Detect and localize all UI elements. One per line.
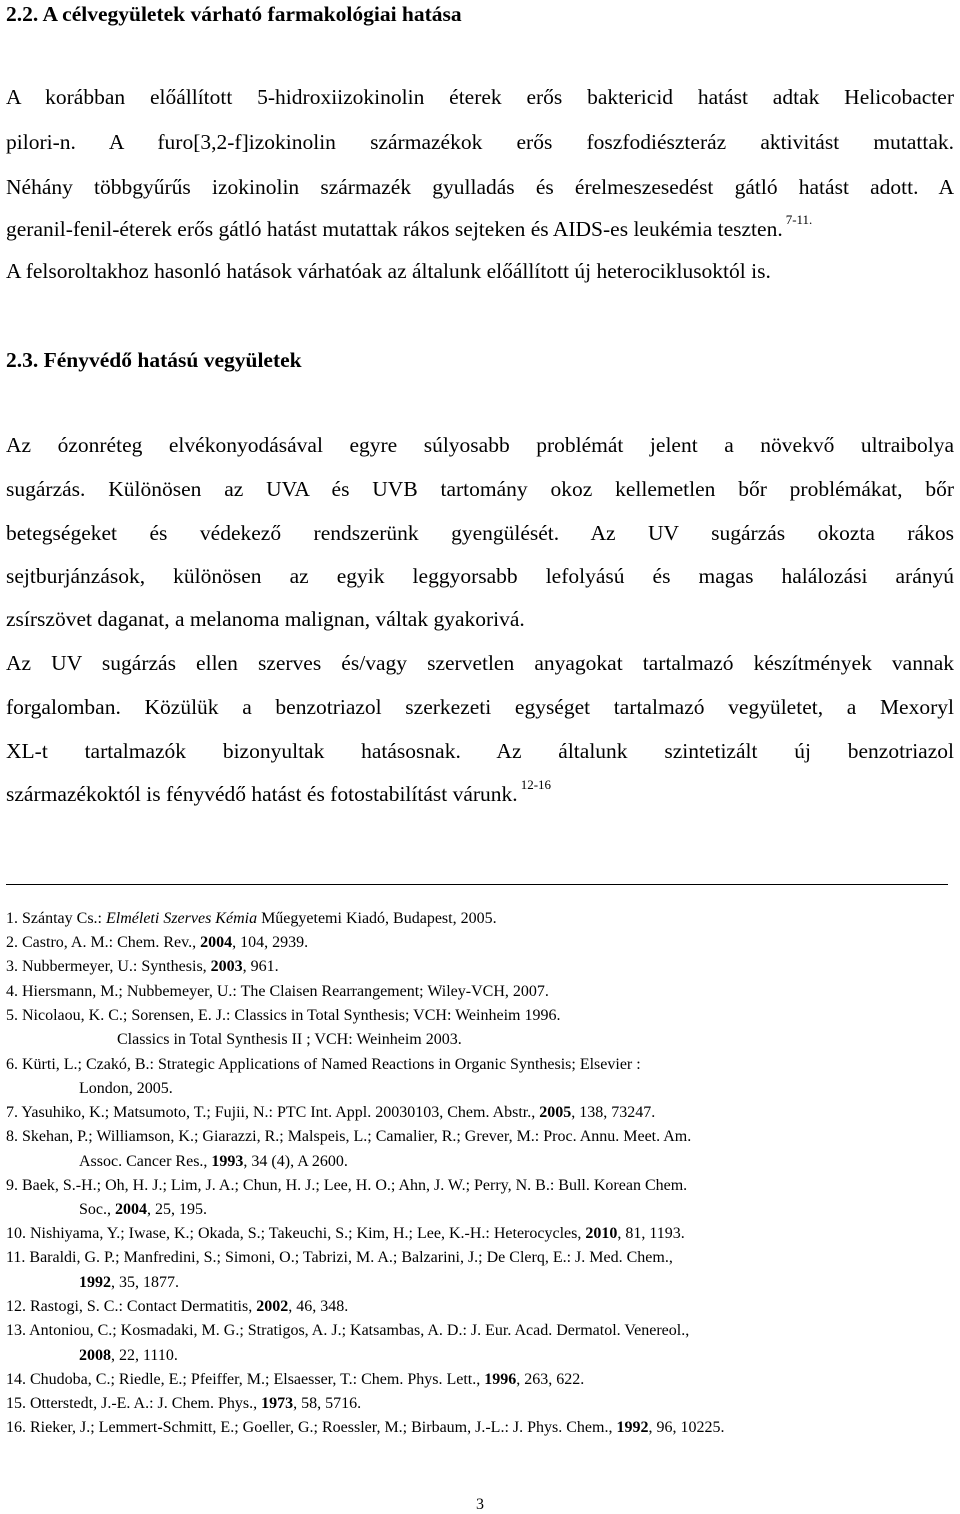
- reference-text: , 25, 195.: [147, 1201, 207, 1218]
- reference-text: , 138, 73247.: [571, 1104, 656, 1121]
- reference-year: 2005: [539, 1104, 572, 1121]
- citation-superscript: 7-11.: [785, 212, 813, 227]
- paragraph-line: zsírszövet daganat, a melanoma malignan, váltak gyakorivá.: [6, 607, 525, 631]
- reference-year: 2004: [115, 1201, 147, 1218]
- reference-year: 2003: [210, 958, 243, 975]
- reference-item: [6, 1104, 655, 1122]
- reference-text: 15. Otterstedt, J.-E. A.: J. Chem. Phys.,: [6, 1395, 262, 1412]
- reference-item: [6, 1225, 685, 1243]
- citation-superscript: 12-16: [520, 777, 552, 792]
- reference-title: Elméleti Szerves Kémia: [106, 910, 258, 927]
- reference-text: Műegyetemi Kiadó, Budapest, 2005.: [257, 910, 497, 927]
- paragraph-line: XL-t tartalmazók bizonyultak hatásosnak. Az általunk szintetizált új benzotriazol: [6, 739, 954, 763]
- paragraph-line: [6, 212, 813, 242]
- paragraph-line: Az ózonréteg elvékonyodásával egyre súlyosabb problémát jelent a növekvő ultraibolya: [6, 433, 954, 457]
- paragraph-line: Néhány többgyűrűs izokinolin származék gyulladás és érelmeszesedést gátló hatást adott. A: [6, 175, 954, 199]
- reference-item: [6, 1371, 584, 1389]
- reference-item: 13. Antoniou, C.; Kosmadaki, M. G.; Stratigos, A. J.; Katsambas, A. D.: J. Eur. Acad. Dermatol. Venereol.,: [6, 1322, 690, 1339]
- reference-item: [6, 910, 497, 928]
- reference-year: 1996: [484, 1371, 517, 1388]
- reference-text: 7. Yasuhiko, K.; Matsumoto, T.; Fujii, N.: PTC Int. Appl. 20030103, Chem. Abstr.,: [6, 1104, 540, 1121]
- reference-text: , 35, 1877.: [111, 1274, 179, 1291]
- paragraph-line: Az UV sugárzás ellen szerves és/vagy szervetlen anyagokat tartalmazó készítmények vannak: [6, 651, 954, 675]
- paragraph-line: sugárzás. Különösen az UVA és UVB tartomány okoz kellemetlen bőr problémákat, bőr: [6, 477, 954, 501]
- reference-text: Assoc. Cancer Res.,: [79, 1153, 212, 1170]
- reference-continuation: London, 2005.: [79, 1080, 173, 1097]
- reference-text: Soc.,: [79, 1201, 115, 1218]
- paragraph-text: geranil-fenil-éterek erős gátló hatást mutattak rákos sejteken és AIDS-es leukémia teszten.: [6, 217, 783, 241]
- reference-item: [6, 934, 308, 952]
- reference-year: 2010: [585, 1225, 618, 1242]
- reference-continuation: Classics in Total Synthesis II ; VCH: Weinheim 2003.: [117, 1031, 462, 1048]
- reference-continuation: [79, 1274, 179, 1292]
- reference-year: 2002: [256, 1298, 289, 1315]
- reference-text: , 104, 2939.: [232, 934, 309, 951]
- paragraph-line: A felsoroltakhoz hasonló hatások várhatóak az általunk előállított új heterociklusoktól is.: [6, 259, 771, 283]
- reference-text: , 58, 5716.: [293, 1395, 362, 1412]
- reference-item: [6, 1298, 348, 1316]
- reference-continuation: [79, 1347, 178, 1365]
- reference-item: 11. Baraldi, G. P.; Manfredini, S.; Simoni, O.; Tabrizi, M. A.; Balzarini, J.; De Clerq, E.: J. Med. Chem.,: [6, 1249, 673, 1266]
- reference-year: 1973: [261, 1395, 294, 1412]
- paragraph-line: forgalomban. Közülük a benzotriazol szerkezeti egységet tartalmazó vegyületet, a Mexoryl: [6, 695, 954, 719]
- reference-year: 2008: [79, 1347, 111, 1364]
- reference-text: , 81, 1193.: [617, 1225, 685, 1242]
- reference-continuation: [79, 1201, 207, 1219]
- reference-year: 1993: [211, 1153, 244, 1170]
- reference-year: 2004: [200, 934, 233, 951]
- reference-item: 9. Baek, S.-H.; Oh, H. J.; Lim, J. A.; Chun, H. J.; Lee, H. O.; Ahn, J. W.; Perry, N. B.: Bull. Korean Chem.: [6, 1177, 688, 1194]
- reference-text: , 46, 348.: [288, 1298, 349, 1315]
- footnote-divider: [6, 884, 948, 885]
- reference-continuation: [79, 1153, 348, 1171]
- paragraph-line: [6, 777, 552, 807]
- reference-text: 16. Rieker, J.; Lemmert-Schmitt, E.; Goeller, G.; Roessler, M.; Birbaum, J.-L.: J. Phys. Chem.,: [6, 1419, 617, 1436]
- reference-text: 1. Szántay Cs.:: [6, 910, 106, 927]
- paragraph-text: származékoktól is fényvédő hatást és fotostabilítást várunk.: [6, 782, 518, 806]
- paragraph-line: A korábban előállított 5-hidroxiizokinolin éterek erős baktericid hatást adtak Helicobacter: [6, 85, 954, 109]
- reference-item: 5. Nicolaou, K. C.; Sorensen, E. J.: Classics in Total Synthesis; VCH: Weinheim 1996.: [6, 1007, 561, 1024]
- reference-text: 3. Nubbermeyer, U.: Synthesis,: [6, 958, 211, 975]
- reference-year: 1992: [79, 1274, 111, 1291]
- paragraph-line: sejtburjánzások, különösen az egyik leggyorsabb lefolyású és magas halálozási arányú: [6, 564, 954, 588]
- reference-item: 8. Skehan, P.; Williamson, K.; Giarazzi, R.; Malspeis, L.; Camalier, R.; Grever, M.: Proc. Annu. Meet. Am.: [6, 1128, 692, 1145]
- reference-text: , 34 (4), A 2600.: [243, 1153, 348, 1170]
- reference-item: 6. Kürti, L.; Czakó, B.: Strategic Applications of Named Reactions in Organic Synthesis; Elsevier :: [6, 1056, 641, 1073]
- reference-text: 14. Chudoba, C.; Riedle, E.; Pfeiffer, M.; Elsaesser, T.: Chem. Phys. Lett.,: [6, 1371, 485, 1388]
- reference-item: [6, 1419, 724, 1437]
- section-2-2-heading: 2.2. A célvegyületek várható farmakológiai hatása: [6, 2, 462, 26]
- page-number: 3: [476, 1496, 484, 1513]
- paragraph-line: pilori-n. A furo[3,2-f]izokinolin származékok erős foszfodiészteráz aktivitást mutattak.: [6, 130, 954, 154]
- reference-text: 12. Rastogi, S. C.: Contact Dermatitis,: [6, 1298, 257, 1315]
- reference-text: 2. Castro, A. M.: Chem. Rev.,: [6, 934, 201, 951]
- paragraph-line: betegségeket és védekező rendszerünk gyengülését. Az UV sugárzás okozta rákos: [6, 521, 954, 545]
- reference-item: [6, 1395, 361, 1413]
- reference-year: 1992: [616, 1419, 649, 1436]
- reference-text: , 96, 10225.: [648, 1419, 725, 1436]
- section-2-3-heading: 2.3. Fényvédő hatású vegyületek: [6, 348, 302, 372]
- reference-text: , 22, 1110.: [111, 1347, 178, 1364]
- reference-item: 4. Hiersmann, M.; Nubbemeyer, U.: The Claisen Rearrangement; Wiley-VCH, 2007.: [6, 983, 549, 1000]
- reference-text: , 961.: [242, 958, 279, 975]
- reference-item: [6, 958, 279, 976]
- reference-text: 10. Nishiyama, Y.; Iwase, K.; Okada, S.; Takeuchi, S.; Kim, H.; Lee, K.-H.: Heterocycles,: [6, 1225, 586, 1242]
- reference-text: , 263, 622.: [516, 1371, 585, 1388]
